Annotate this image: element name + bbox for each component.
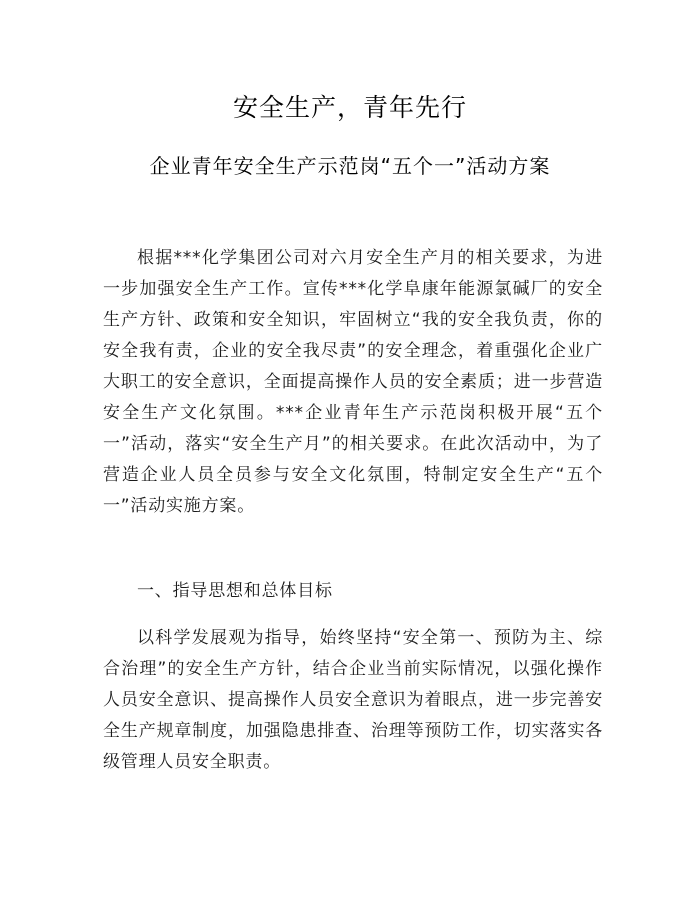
section-heading: 一、指导思想和总体目标 bbox=[137, 581, 333, 601]
document-title: 安全生产，青年先行 bbox=[232, 93, 467, 122]
intro-paragraph: 根据***化学集团公司对六月安全生产月的相关要求，为进一步加强安全生产工作。宣传***化学阜康年能源氯碱厂的安全生产方针、政策和安全知识，牢固树立“我的安全我负责，你的安全我有责，企业的安全我尽责”的安全理念，着重强化企业广大职工的安全意识，全面提高操作人员的安全素质；进一步营造安全生产文化氛围。***企业青年生产示范岗积极开展“五个一”活动，落实“安全生产月”的相关要求。在此次活动中，为了营造企业人员全员参与安全文化氛围，特制定安全生产“五个一”活动实施方案。 bbox=[103, 248, 603, 516]
document-subtitle: 企业青年安全生产示范岗“五个一”活动方案 bbox=[149, 154, 551, 178]
section-paragraph: 以科学发展观为指导，始终坚持“安全第一、预防为主、综合治理”的安全生产方针，结合企业当前实际情况，以强化操作人员安全意识、提高操作人员安全意识为着眼点，进一步完善安全生产规章制度，加强隐患排查、治理等预防工作，切实落实各级管理人员安全职责。 bbox=[103, 628, 603, 772]
